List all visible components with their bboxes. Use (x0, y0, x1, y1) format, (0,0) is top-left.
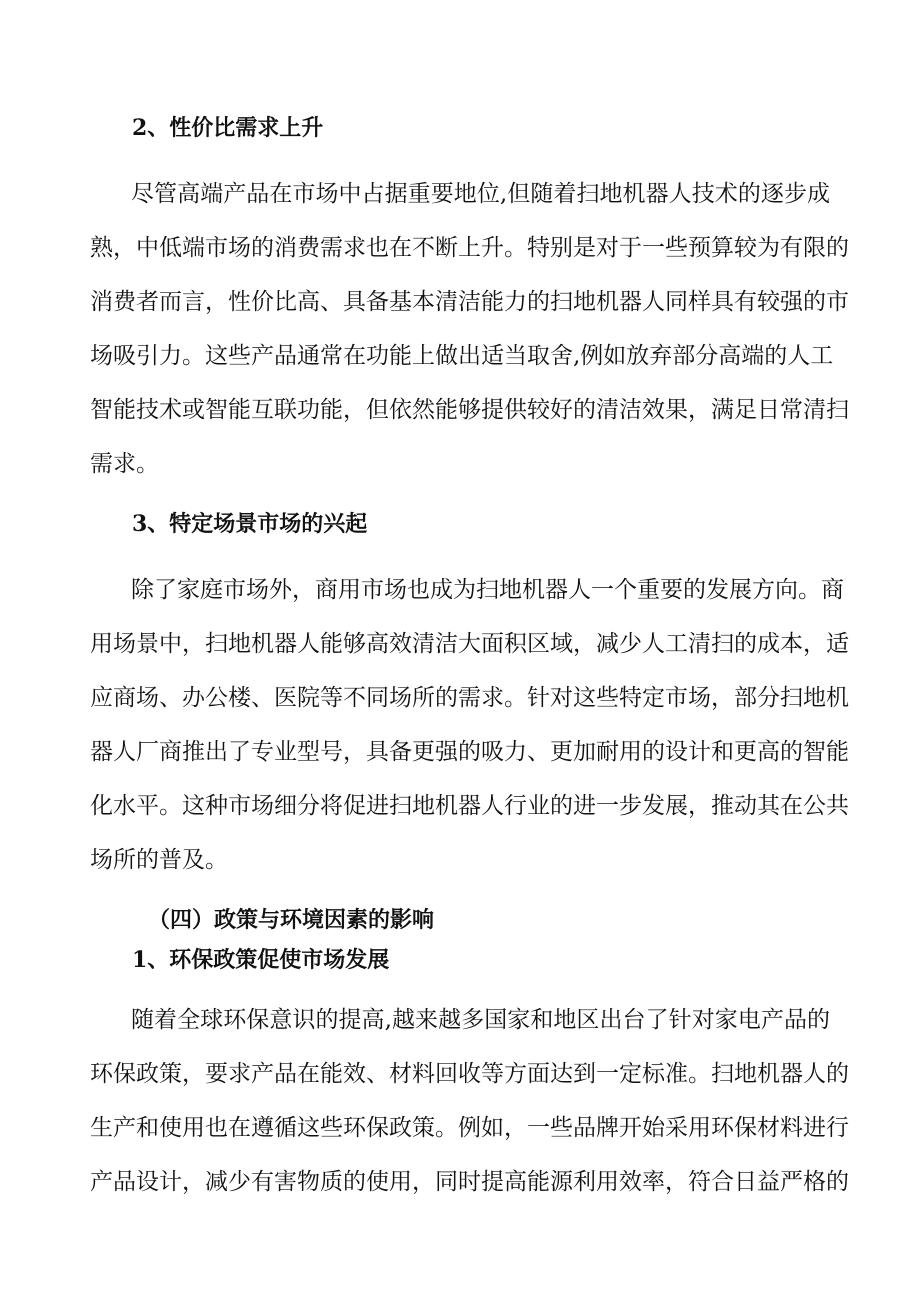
paragraph-line: 产品设计，减少有害物质的使用，同时提高能源利用效率，符合日益严格的 (90, 1169, 849, 1195)
subsection-heading-4: （四）政策与环境因素的影响 (148, 907, 435, 933)
paragraph-line: 化水平。这种市场细分将促进扫地机器人行业的进一步发展，推动其在公共 (90, 793, 849, 819)
paragraph-line: 尽管高端产品在市场中占据重要地位,但随着扫地机器人技术的逐步成 (131, 181, 830, 207)
paragraph-line: 用场景中，扫地机器人能够高效清洁大面积区域，减少人工清扫的成本，适 (90, 631, 849, 657)
paragraph-line: 随着全球环保意识的提高,越来越多国家和地区出台了针对家电产品的 (131, 1007, 830, 1033)
section-heading-2: 2、性价比需求上升 (132, 115, 324, 141)
paragraph-line: 消费者而言，性价比高、具备基本清洁能力的扫地机器人同样具有较强的市 (90, 289, 849, 315)
paragraph-line: 环保政策，要求产品在能效、材料回收等方面达到一定标准。扫地机器人的 (90, 1061, 849, 1087)
paragraph-line: 生产和使用也在遵循这些环保政策。例如，一些品牌开始采用环保材料进行 (90, 1115, 849, 1141)
paragraph-section-2 (90, 167, 849, 491)
paragraph-line: 器人厂商推出了专业型号，具备更强的吸力、更加耐用的设计和更高的智能 (90, 739, 849, 765)
paragraph-section-3 (90, 563, 849, 887)
paragraph-line: 场所的普及。 (90, 847, 228, 873)
section-heading-1: 1、环保政策促使市场发展 (132, 947, 390, 973)
paragraph-line: 智能技术或智能互联功能，但依然能够提供较好的清洁效果，满足日常清扫 (90, 397, 849, 423)
paragraph-section-1 (90, 993, 849, 1209)
paragraph-line: 熟，中低端市场的消费需求也在不断上升。特别是对于一些预算较为有限的 (90, 235, 849, 261)
section-heading-3: 3、特定场景市场的兴起 (132, 511, 368, 537)
paragraph-line: 场吸引力。这些产品通常在功能上做出适当取舍,例如放弃部分高端的人工 (90, 343, 834, 369)
paragraph-line: 需求。 (90, 451, 159, 477)
paragraph-line: 除了家庭市场外，商用市场也成为扫地机器人一个重要的发展方向。商 (131, 577, 844, 603)
paragraph-line: 应商场、办公楼、医院等不同场所的需求。针对这些特定市场，部分扫地机 (90, 685, 849, 711)
